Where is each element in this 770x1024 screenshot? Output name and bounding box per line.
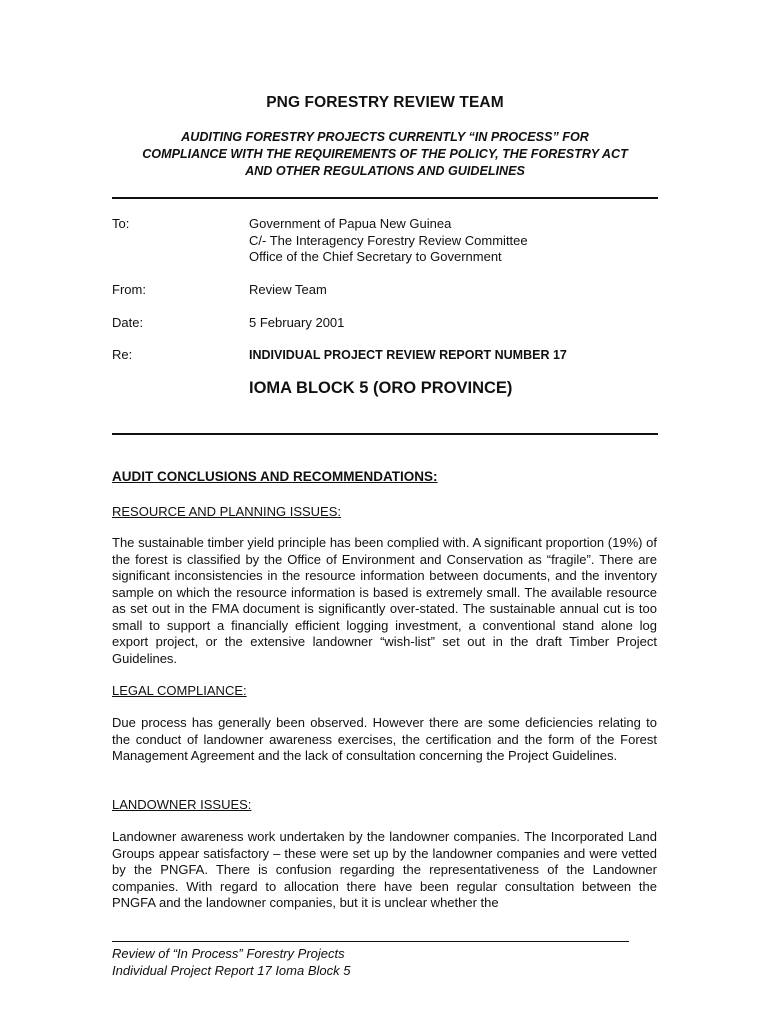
memo-divider xyxy=(112,433,658,435)
date-value: 5 February 2001 xyxy=(249,315,345,330)
re-label: Re: xyxy=(112,347,133,362)
document-subtitle xyxy=(110,129,660,180)
page-footer xyxy=(112,945,350,979)
re-value: INDIVIDUAL PROJECT REVIEW REPORT NUMBER 17 xyxy=(249,348,567,362)
footer-line: Individual Project Report 17 Ioma Block 5 xyxy=(112,963,351,978)
section-heading: AUDIT CONCLUSIONS AND RECOMMENDATIONS: xyxy=(112,469,438,484)
date-label: Date: xyxy=(112,315,144,330)
legal-heading: LEGAL COMPLIANCE: xyxy=(112,683,247,698)
document-title: PNG FORESTRY REVIEW TEAM xyxy=(266,94,504,111)
block-title: IOMA BLOCK 5 (ORO PROVINCE) xyxy=(249,379,513,397)
landowner-paragraph: Landowner awareness work undertaken by the landowner companies. The Incorporated Land Groups appear satisfactory – these were set up by the landowner companies and were vetted by the PNGFA. There is confusion regarding the representativeness of the Landowner companies. With regard to allocation there have been regular consultation between the PNGFA and the landowner companies, but it is unclear whether the xyxy=(112,829,657,910)
to-line: Government of Papua New Guinea xyxy=(249,216,452,231)
to-recipient xyxy=(249,216,528,266)
subtitle-line: AND OTHER REGULATIONS AND GUIDELINES xyxy=(245,164,525,178)
header-divider xyxy=(112,197,658,199)
resource-heading: RESOURCE AND PLANNING ISSUES: xyxy=(112,504,341,519)
to-line: C/- The Interagency Forestry Review Committee xyxy=(249,232,528,248)
footer-line: Review of “In Process” Forestry Projects xyxy=(112,946,345,961)
to-line: Office of the Chief Secretary to Government xyxy=(249,249,502,264)
subtitle-line: COMPLIANCE WITH THE REQUIREMENTS OF THE POLICY, THE FORESTRY ACT xyxy=(142,147,628,161)
resource-paragraph: The sustainable timber yield principle has been complied with. A significant proportion (19%) of the forest is classified by the Office of Environment and Conservation as “fragile”. There are significant inconsistencies in the resource information between documents, and the inventory sample on which the resource information is based is extremely small. The available resource as set out in the FMA document is significantly over-stated. The sustainable annual cut is too small to support a financially efficient logging investment, a conventional stand alone log export project, or the extensive landowner “wish-list” set out in the draft Timber Project Guidelines. xyxy=(112,535,657,666)
from-label: From: xyxy=(112,282,146,297)
landowner-heading: LANDOWNER ISSUES: xyxy=(112,797,252,812)
to-label: To: xyxy=(112,216,130,231)
footer-divider xyxy=(112,941,629,942)
legal-paragraph: Due process has generally been observed. However there are some deficiencies relating to the conduct of landowner awareness exercises, the certification and the form of the Forest Management Agreement and the lack of consultation concerning the Project Guidelines. xyxy=(112,715,657,763)
from-value: Review Team xyxy=(249,282,327,297)
subtitle-line: AUDITING FORESTRY PROJECTS CURRENTLY “IN PROCESS” FOR xyxy=(181,130,589,144)
